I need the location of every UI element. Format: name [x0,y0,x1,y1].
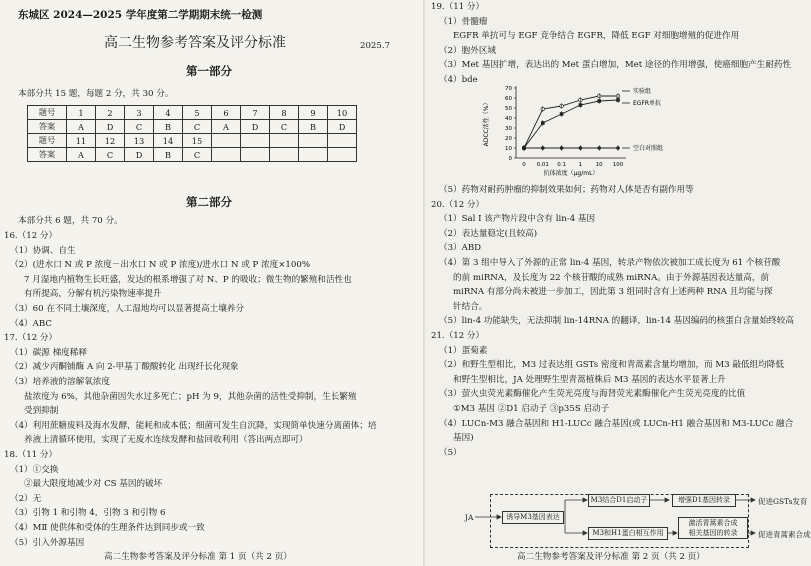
y-tick-label: 50 [505,106,512,112]
flow-bind-box: M3结合D1启动子 [588,494,650,507]
x-tick-label: 1 [578,162,583,168]
series-line [524,100,618,148]
answer-line: （1）协调、自生 [10,245,76,256]
empty-cell [241,148,270,162]
table-row: 题号 11 12 13 14 15 [28,134,357,148]
table-cell: 13 [125,134,154,148]
answer-line: （1）①交换 [10,464,59,475]
x-axis-label: 抗体浓度（μg/mL） [543,170,599,177]
answer-line: 18.（11 分） [4,450,58,460]
answer-line: （4）第 3 组中导入了外源的正常 lin-4 基因，转录产物依次被加工成长度为 61 个核苷酸 [439,258,781,268]
answer-line: EGFR 单抗可与 EGF 竞争结合 EGFR，降低 EGF 对细胞增殖的促进作用 [453,31,740,41]
answer-line: ②最大限度地减少对 CS 基因的破坏 [24,479,163,490]
part1-heading: 第一部分 [186,64,232,78]
y-tick-label: 10 [505,146,512,152]
table-cell: C [183,148,212,162]
answer-line: 盐浓度为 6%，其他杂菌因失水过多死亡；pH 为 9，其他杂菌的活性受抑制，生长繁殖 [24,391,357,402]
flow-gst: 促进GSTs发育 [758,497,808,506]
answer-line: 20.（12 分） [431,199,485,210]
exam-date: 2025.7 [360,41,391,51]
empty-cell [299,148,328,162]
answer-line: 针结合。 [453,301,488,312]
y-tick-label: 20 [505,136,512,142]
part2-heading: 第二部分 [186,195,232,209]
answer-line: （3）萤火虫荧光素酶催化产生荧光亮度与海肾荧光素酶催化产生荧光亮度的比值 [439,389,746,400]
x-tick-label: 0.1 [557,162,566,168]
part2-note: 本部分共 6 题，共 70 分。 [18,216,123,226]
table-cell: D [328,120,357,134]
answer-line: （5）引入外源基因 [10,537,85,548]
answer-line: 受到抑制 [24,406,59,417]
answer-line: （2）减少丙酮铺酶 A 向 2-甲基丁酸酸转化 出现纤长化现象 [10,362,239,373]
table-cell: 10 [328,106,357,120]
answer-line: 和野生型相比，JA 处理野生型青蒿植株后 M3 基因的表达水平显著上升 [453,374,726,385]
answer-line: miRNA 有部分尚未被进一步加工，因此第 3 组同时含有上述两种 RNA 且均能与探 [453,287,773,298]
answer-line: ①M3 基因 ②D1 启动子 ③p35S 启动子 [453,404,610,414]
table-cell: 4 [154,106,183,120]
table-row: 答案 A D C B C A D C B D [28,120,357,134]
answer-line: （3）60 在不同土壤深度，人工湿地均可以显著提高土壤养分 [10,304,244,314]
table-cell: A [212,120,241,134]
table-cell: 8 [270,106,299,120]
table-cell: 3 [125,106,154,120]
x-tick-label: 10 [595,162,603,168]
y-tick-label: 60 [505,96,512,102]
answer-line: （1）碳源 梯度稀释 [10,347,87,358]
answer-line: 基因) [453,433,474,444]
table-cell: C [96,148,125,162]
answer-line: 的前 miRNA，及长度为 22 个核苷酸的成熟 miRNA。由于外源基因表达量高，前 [453,272,770,283]
answer-line: 养液上清循环使用，实现了无废水连续发酵和盐回收利用（答出两点即可） [24,435,308,446]
empty-cell [328,148,357,162]
table-cell: D [241,120,270,134]
answer-line: （3）培养液的溶解氧浓度 [10,377,110,387]
part1-note: 本部分共 15 题，每题 2 分，共 30 分。 [18,89,174,99]
answer-line: （2）胞外区域 [439,45,497,56]
legend-label: 空白对照组 [633,145,664,152]
x-tick-label: 0 [522,162,526,168]
table-cell: D [96,120,125,134]
answer-line: 有所提高，分解有机污染物速率提升 [24,289,162,300]
answer-line: （4）利用蔗糖废料及海水发酵，能耗和成本低；细菌可发生自沉降，实现简单快速分离菌体；培 [10,420,377,431]
series-line [524,96,618,148]
answer-line: （2）表达量稳定(且较高) [439,228,538,239]
x-tick-label: 0.01 [536,162,549,168]
footer: 高二生物参考答案及评分标准 第 2 页（共 2 页） [517,552,705,562]
table-cell: 11 [67,134,96,148]
flow-enhance-box: 增强D1基因转录 [672,494,736,507]
answer-line: （2）无 [10,493,42,504]
answer-line: （2）和野生型相比，M3 过表达组 GSTs 密度和青蒿素含量均增加，而 M3 敲低组均降低 [439,360,784,371]
empty-cell [212,134,241,148]
table-cell: C [183,120,212,134]
answer-table [27,105,357,162]
empty-cell [212,148,241,162]
flow-induce-box: 诱导M3基因表达 [502,511,564,524]
answer-line: 17.（12 分） [4,333,58,344]
y-tick-label: 70 [505,86,512,92]
flow-activate-box: 激活青蒿素合成 相关基因的转录 [678,517,748,539]
flow-interact-box: M3和H1蛋白相互作用 [588,527,668,540]
answer-line: （3）ABD [439,243,482,254]
adcc-chart [478,80,768,186]
exam-header: 东城区 2024—2025 学年度第二学期期末统一检测 [18,9,263,21]
table-cell: 6 [212,106,241,120]
answer-line: （4）bde [439,74,478,85]
table-cell: A [67,148,96,162]
answer-line: （2）(进水口 N 或 P 浓度－出水口 N 或 P 浓度)/进水口 N 或 P 浓度×100% [10,260,310,271]
x-tick-label: 100 [612,162,624,168]
table-cell: 9 [299,106,328,120]
page-title: 高二生物参考答案及评分标准 [104,35,286,51]
table-row: 答案 A C D B C [28,148,357,162]
legend-label: 实验组 [633,88,652,95]
table-cell: 12 [96,134,125,148]
table-cell: 14 [154,134,183,148]
y-tick-label: 40 [505,116,512,122]
table-row: 题号 1 2 3 4 5 6 7 8 9 10 [28,106,357,120]
table-cell: A [67,120,96,134]
table-cell: D [125,148,154,162]
answer-line: 16.（12 分） [4,231,58,241]
y-tick-label: 0 [508,156,512,162]
flow-ja: JA [465,513,474,522]
legend-label: EGFR单抗 [633,100,662,107]
answer-line: （1）骨髓瘤 [439,16,488,27]
footer: 高二生物参考答案及评分标准 第 1 页（共 2 页） [104,552,292,562]
flow-artemisinin: 促进青蒿素合成 [758,530,811,539]
answer-line: （5） [439,447,462,458]
table-cell: 5 [183,106,212,120]
answer-line: （4）ABC [10,318,52,329]
table-cell: 7 [241,106,270,120]
table-cell: B [154,148,183,162]
table-cell: C [270,120,299,134]
table-cell: 15 [183,134,212,148]
empty-cell [270,148,299,162]
answer-line: 7 月湿地内植物生长旺盛，发达的根系增强了对 N、P 的吸收；微生物的繁殖和活性也 [24,274,352,285]
answer-line: 21.（12 分） [431,331,485,341]
answer-line: （1）Sal Ⅰ 该产物片段中含有 lin-4 基因 [439,214,596,225]
empty-cell [299,134,328,148]
answer-line: 19.（11 分） [431,2,485,12]
answer-line: （3）Met 基因扩增，表达出的 Met 蛋白增加，Met 途径的作用增强，使癌细胞产生耐药性 [439,60,792,70]
empty-cell [241,134,270,148]
empty-cell [270,134,299,148]
answer-line: （1）蛋菊素 [439,345,488,356]
table-cell: B [299,120,328,134]
table-cell: C [125,120,154,134]
answer-line: （4）LUCn-M3 融合基因和 H1-LUCc 融合基因(或 LUCn-H1 融合基因和 M3-LUCc 融合 [439,418,794,429]
answer-line: （3）引物 1 和引物 4，引物 3 和引物 6 [10,508,166,519]
table-cell: 2 [96,106,125,120]
y-axis-label: ADCC活性（%） [483,99,490,147]
right-page [425,0,811,566]
answer-line: （5）lin-4 功能缺失，无法抑制 lin-14RNA 的翻译，lin-14 基因编码的核蛋白含量始终较高 [439,316,794,327]
answer-line: （5）药物对耐药肿瘤的抑制效果如何；药物对人体是否有副作用等 [439,185,694,195]
y-tick-label: 30 [505,126,512,132]
table-cell: 1 [67,106,96,120]
empty-cell [328,134,357,148]
answer-line: （4）MⅡ 使供体和受体的生理条件达到同步或一致 [10,523,205,533]
table-cell: B [154,120,183,134]
